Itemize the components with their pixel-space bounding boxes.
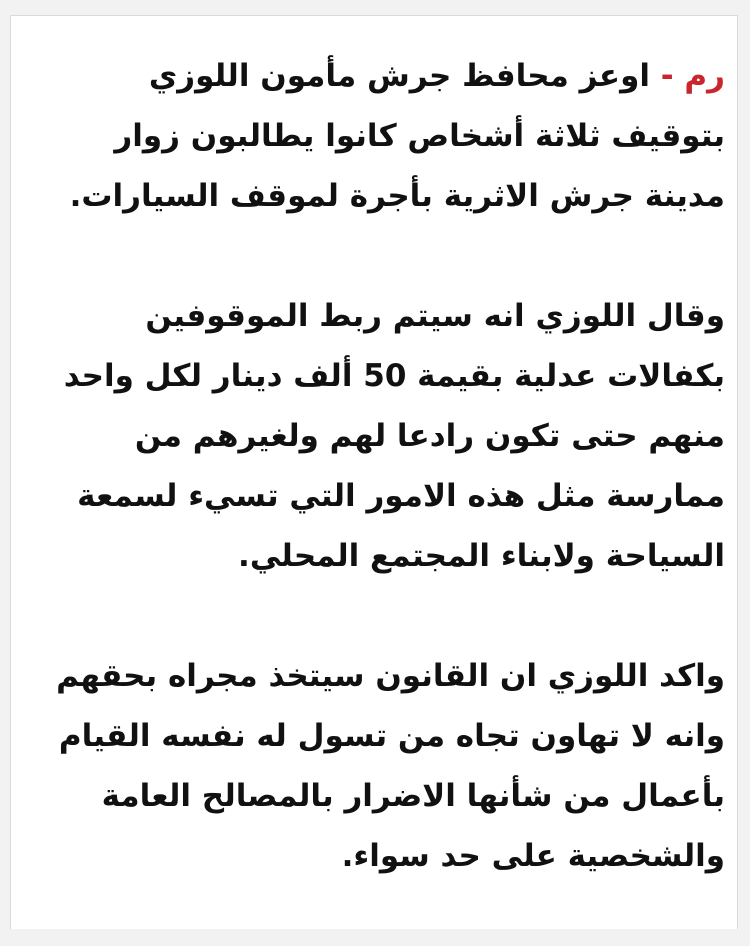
paragraph-text: اوعز محافظ جرش مأمون اللوزي بتوقيف ثلاثة أشخاص كانوا يطالبون زوار مدينة جرش الاثرية بأجرة لموقف السيارات. — [69, 58, 725, 214]
paragraph-text: واكد اللوزي ان القانون سيتخذ مجراه بحقهم وانه لا تهاون تجاه من تسول له نفسه القيام بأعمال من شأنها الاضرار بالمصالح العامة والشخصية على حد سواء. — [56, 658, 725, 874]
article-paragraph-1 — [43, 46, 725, 226]
paragraph-text: وقال اللوزي انه سيتم ربط الموقوفين بكفالات عدلية بقيمة 50 ألف دينار لكل واحد منهم حتى تكون رادعا لهم ولغيرهم من ممارسة مثل هذه الامور التي تسيء لسمعة السياحة ولابناء المجتمع المحلي. — [63, 298, 725, 574]
article-paragraph-2 — [43, 286, 725, 586]
article-paragraph-3 — [43, 646, 725, 886]
article-body — [43, 46, 725, 946]
article-card — [10, 15, 738, 929]
news-source-label: رم - — [660, 58, 725, 94]
